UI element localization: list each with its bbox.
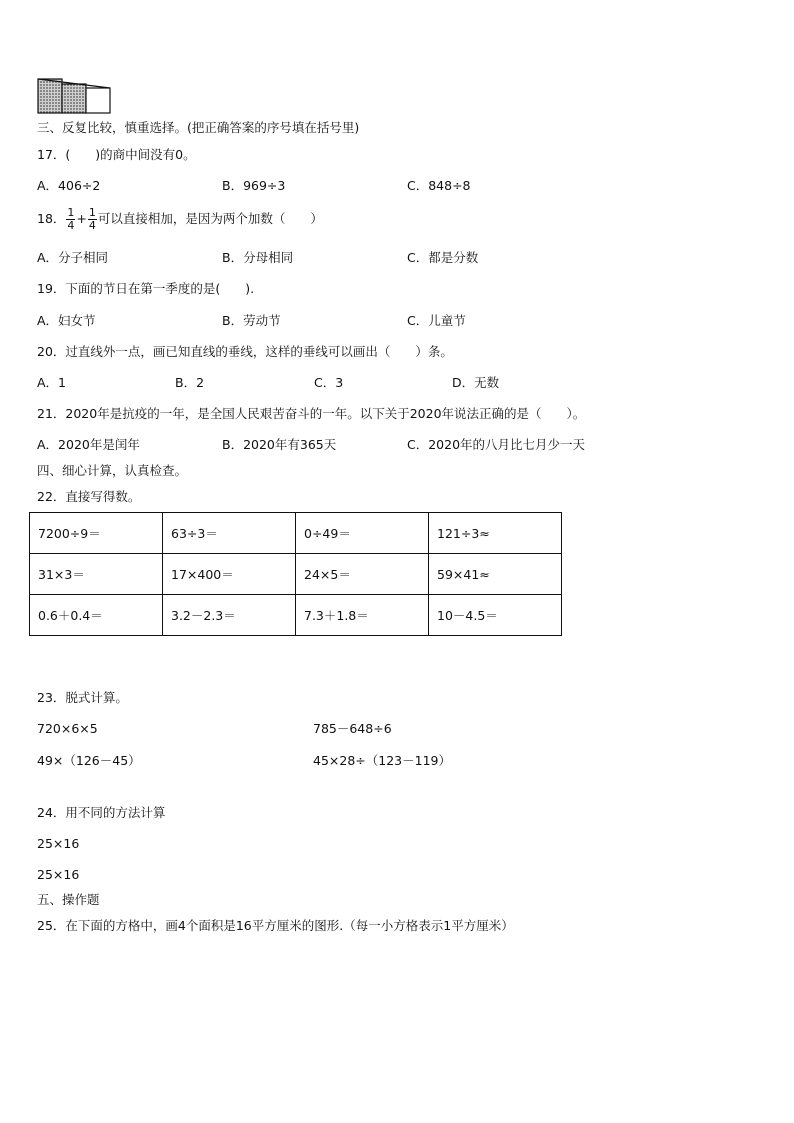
table-cell: 7200÷9＝ bbox=[30, 513, 163, 554]
q18-option-c: C．都是分数 bbox=[407, 250, 479, 265]
table-cell: 59×41≈ bbox=[429, 554, 562, 595]
table-cell: 63÷3＝ bbox=[163, 513, 296, 554]
q23-item-2: 785－648÷6 bbox=[313, 721, 392, 736]
table-row bbox=[30, 513, 562, 554]
section-4-heading: 四、细心计算，认真检查。 bbox=[37, 463, 188, 478]
question-23-title: 23．脱式计算。 bbox=[37, 690, 128, 705]
q19-option-c: C．儿童节 bbox=[407, 313, 466, 328]
q21-option-a: A．2020年是闰年 bbox=[37, 437, 140, 452]
shaded-bar-figure bbox=[37, 78, 113, 114]
question-18-text: 可以直接相加，是因为两个加数（ ） bbox=[97, 211, 323, 226]
q19-option-a: A．妇女节 bbox=[37, 313, 96, 328]
question-21: 21．2020年是抗疫的一年，是全国人民艰苦奋斗的一年。以下关于2020年说法正确的是（ ）。 bbox=[37, 406, 586, 421]
q23-item-1: 720×6×5 bbox=[37, 721, 98, 736]
q24-item-1: 25×16 bbox=[37, 836, 80, 851]
question-22-title: 22．直接写得数。 bbox=[37, 489, 141, 504]
table-cell: 10－4.5＝ bbox=[429, 595, 562, 636]
question-18-number: 18． bbox=[37, 211, 66, 226]
table-cell: 31×3＝ bbox=[30, 554, 163, 595]
q19-option-b: B．劳动节 bbox=[222, 313, 281, 328]
table-cell: 17×400＝ bbox=[163, 554, 296, 595]
q20-option-b: B．2 bbox=[175, 375, 205, 390]
table-cell: 0.6＋0.4＝ bbox=[30, 595, 163, 636]
q18-option-a: A．分子相同 bbox=[37, 250, 109, 265]
q17-option-a: A．406÷2 bbox=[37, 178, 101, 193]
question-17: 17．( )的商中间没有0。 bbox=[37, 147, 196, 162]
fraction-1: $\frac{1}{4}$ bbox=[67, 206, 75, 232]
q24-item-2: 25×16 bbox=[37, 867, 80, 882]
table-cell: 3.2－2.3＝ bbox=[163, 595, 296, 636]
plus-sign: + bbox=[76, 211, 87, 226]
question-18 bbox=[37, 205, 323, 233]
q21-option-c: C．2020年的八月比七月少一天 bbox=[407, 437, 586, 452]
table-row bbox=[30, 595, 562, 636]
q21-option-b: B．2020年有365天 bbox=[222, 437, 337, 452]
table-cell: 0÷49＝ bbox=[296, 513, 429, 554]
section-3-heading: 三、反复比较，慎重选择。(把正确答案的序号填在括号里) bbox=[37, 120, 360, 135]
table-cell: 121÷3≈ bbox=[429, 513, 562, 554]
question-19: 19．下面的节日在第一季度的是( ). bbox=[37, 281, 255, 296]
q20-option-c: C．3 bbox=[314, 375, 344, 390]
question-25: 25．在下面的方格中，画4个面积是16平方厘米的图形.（每一小方格表示1平方厘米） bbox=[37, 918, 514, 933]
table-cell: 7.3＋1.8＝ bbox=[296, 595, 429, 636]
mental-math-table bbox=[29, 512, 562, 636]
q20-option-d: D．无数 bbox=[452, 375, 500, 390]
q23-item-4: 45×28÷（123－119） bbox=[313, 753, 451, 768]
q17-option-c: C．848÷8 bbox=[407, 178, 471, 193]
question-24-title: 24．用不同的方法计算 bbox=[37, 805, 166, 820]
table-cell: 24×5＝ bbox=[296, 554, 429, 595]
q17-option-b: B．969÷3 bbox=[222, 178, 286, 193]
q18-option-b: B．分母相同 bbox=[222, 250, 294, 265]
fraction-2: $\frac{1}{4}$ bbox=[88, 206, 96, 232]
q20-option-a: A．1 bbox=[37, 375, 67, 390]
question-20: 20．过直线外一点，画已知直线的垂线，这样的垂线可以画出（ ）条。 bbox=[37, 344, 453, 359]
section-5-heading: 五、操作题 bbox=[37, 892, 100, 907]
table-row bbox=[30, 554, 562, 595]
q23-item-3: 49×（126－45） bbox=[37, 753, 141, 768]
